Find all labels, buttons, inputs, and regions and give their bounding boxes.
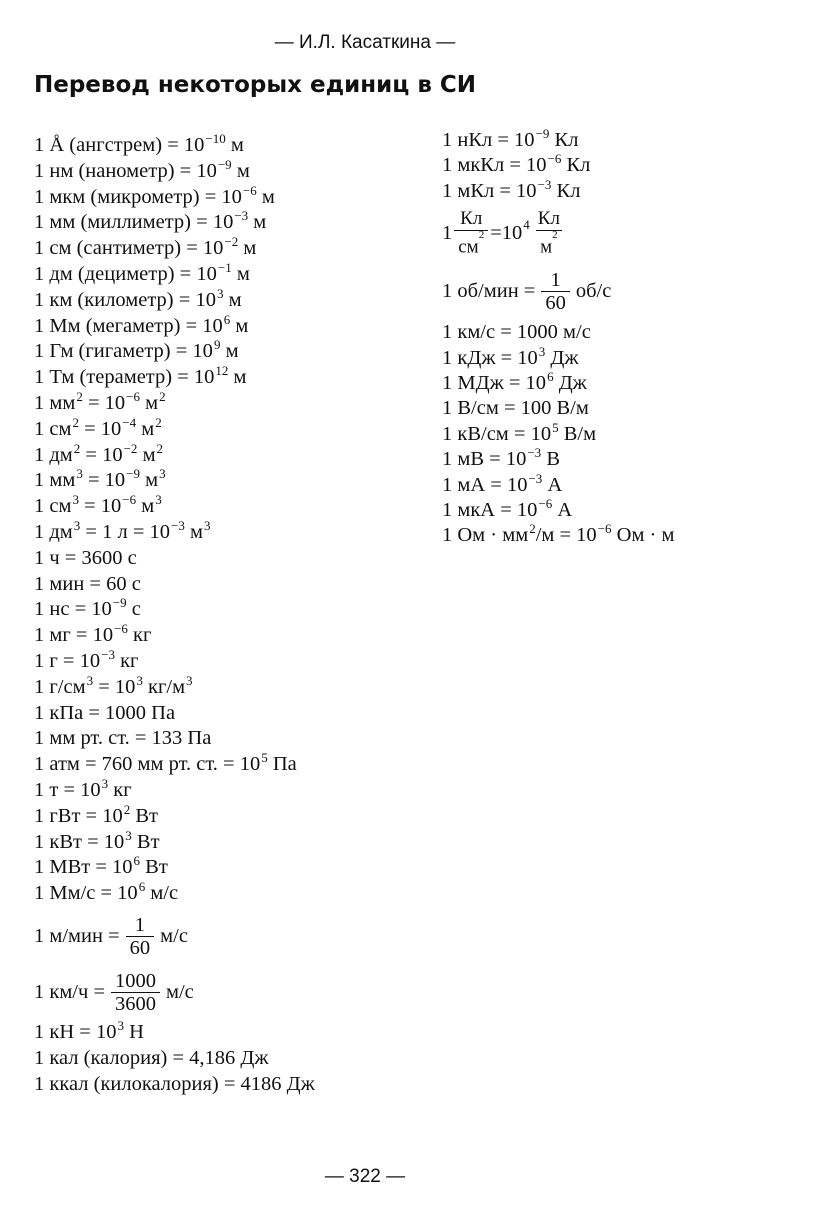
conversion-text: А (552, 498, 573, 521)
exponent: 2 (72, 414, 79, 430)
conversion-text: 1 г = 10 (34, 649, 101, 672)
conversion-text: = 10 (82, 469, 126, 492)
conversion-text: 1 нс = 10 (34, 598, 112, 621)
conversion-row (34, 517, 434, 546)
formula-row-rpm (442, 262, 812, 320)
exponent: −3 (537, 176, 552, 192)
exponent: −6 (538, 495, 553, 511)
exponent: 2 (155, 414, 162, 430)
conversion-text: 1 мм рт. ст. = 133 Па (34, 727, 212, 750)
conversion-row (442, 368, 812, 396)
conversion-row (442, 153, 812, 178)
page-title: Перевод некоторых единиц в СИ (34, 72, 477, 98)
conversion-text: Кл (549, 129, 579, 151)
exponent: 3 (76, 466, 83, 482)
conversion-text: = 10 (78, 495, 122, 518)
conversion-row (442, 495, 812, 523)
conversion-text: 1 мКл = 10 (442, 179, 537, 202)
conversion-text: 1 см (34, 495, 72, 518)
fraction-numerator: Кл (537, 208, 560, 229)
conversion-text: 1 кал (калория) = 4,186 Дж (34, 1046, 269, 1069)
exponent: 3 (203, 517, 211, 533)
conversion-row (34, 210, 434, 236)
exponent: −3 (171, 517, 185, 533)
conversion-text: 1 МДж = 10 (442, 371, 547, 394)
conversion-text: м (137, 443, 156, 466)
conversion-text: 1 г/см (34, 675, 86, 698)
conversion-text: 1 дм (34, 443, 73, 466)
conversion-text: м (139, 391, 159, 414)
conversion-row (34, 726, 434, 752)
conversion-row (34, 388, 434, 417)
conversion-row (442, 176, 812, 204)
conversion-text: = 10 (93, 675, 136, 698)
conversion-text: 1 кВ/см = 10 (442, 422, 552, 445)
exponent: −9 (126, 466, 140, 482)
conversion-row (34, 1046, 434, 1072)
conversion-text: 1 дм (дециметр) = 10 (34, 262, 217, 285)
exponent: −6 (547, 151, 562, 167)
fraction-numerator: Кл (460, 208, 483, 229)
exponent: −9 (112, 595, 127, 611)
conversion-text: 1 мм (миллиметр) = 10 (34, 211, 234, 234)
exponent: 5 (552, 419, 559, 435)
conversion-row (34, 881, 434, 907)
formula-row-charge-density (442, 204, 812, 262)
conversion-text: 1 мин = 60 с (34, 572, 141, 595)
formula-row-km-per-h (34, 966, 434, 1020)
exponent: 2 (123, 801, 131, 817)
exponent: −3 (527, 445, 542, 461)
conversion-text: /м = 10 (535, 524, 597, 547)
conversion-row (442, 470, 812, 498)
exponent: −4 (122, 414, 137, 430)
formula-row-m-per-min (34, 907, 434, 966)
conversion-text: м (256, 185, 275, 208)
den-exponent: 2 (552, 229, 558, 241)
conversion-row (442, 343, 812, 371)
exponent: 12 (215, 363, 229, 379)
fraction (534, 208, 564, 258)
fraction-denominator: 3600 (111, 992, 160, 1015)
conversion-text: 1 ч = 3600 с (34, 546, 137, 569)
conversion-row (34, 597, 434, 623)
exponent: −10 (205, 131, 226, 146)
conversion-row (34, 701, 434, 727)
conversion-row (442, 396, 812, 421)
conversion-row (34, 156, 434, 185)
conversion-text: Ом · м (611, 524, 675, 547)
fraction-numerator: 1 (550, 268, 561, 291)
formula-coefficient: 1 (442, 221, 453, 244)
conversion-text: м (184, 520, 203, 543)
conversion-row (34, 285, 434, 314)
conversion-text: Н (123, 1020, 144, 1043)
exponent: −6 (597, 521, 612, 537)
exponent: 3 (216, 285, 224, 301)
conversion-text: Дж (545, 346, 579, 369)
fraction-numerator: 1000 (115, 970, 156, 993)
conversion-text: м (231, 262, 250, 285)
conversion-row (34, 133, 434, 159)
exponent: 2 (529, 521, 536, 537)
exponent: 6 (138, 879, 146, 895)
conversion-row (34, 494, 434, 520)
conversion-row (34, 236, 434, 262)
conversion-row (442, 523, 812, 548)
conversion-text: м (228, 366, 247, 389)
conversion-text: В (541, 448, 560, 471)
fraction (126, 914, 155, 959)
conversion-text: 1 мм (34, 469, 76, 492)
exponent: 3 (125, 827, 132, 843)
conversion-row (442, 128, 812, 153)
exponent: 2 (76, 388, 83, 404)
conversion-row (34, 572, 434, 598)
conversion-text: 1 мА = 10 (442, 473, 528, 496)
exponent: 3 (117, 1017, 124, 1033)
den-unit: м (540, 236, 553, 258)
conversion-text: 1 мкм (микрометр) = 10 (34, 185, 242, 208)
exponent: 6 (133, 853, 141, 869)
exponent: 2 (156, 440, 164, 456)
left-column (34, 133, 434, 1097)
formula-lhs: 1 км/ч = (34, 981, 105, 1004)
den-exponent: 2 (478, 229, 485, 241)
conversion-text: м (230, 314, 249, 337)
conversion-text: м (220, 340, 239, 363)
conversion-text: 1 мкКл = 10 (442, 154, 547, 177)
conversion-text: кг (127, 624, 152, 647)
conversion-row (442, 419, 812, 447)
conversion-text: 1 км (километр) = 10 (34, 288, 216, 311)
conversion-text: 1 Мм/с = 10 (34, 882, 138, 905)
conversion-text: 1 МВт = 10 (34, 856, 133, 879)
left-tail-rows (34, 1017, 434, 1097)
exponent: 9 (213, 337, 221, 353)
conversion-row (34, 672, 434, 701)
conversion-text: м (223, 288, 242, 311)
formula-unit: м/с (166, 981, 194, 1004)
conversion-text: 1 Тм (тераметр) = 10 (34, 366, 215, 389)
exponent: 3 (73, 517, 81, 533)
conversion-text: 1 атм = 760 мм рт. ст. = 10 (34, 753, 261, 776)
conversion-text: В/м (558, 422, 597, 445)
conversion-text: А (542, 473, 563, 496)
conversion-text: м (136, 495, 155, 518)
exponent: 3 (72, 492, 79, 508)
exponent: −1 (217, 259, 232, 275)
exponent: 3 (186, 672, 193, 688)
conversion-text: Па (267, 753, 297, 776)
conversion-text: 1 нм (нанометр) = 10 (34, 159, 217, 182)
conversion-text: 1 нКл = 10 (442, 129, 535, 151)
conversion-text: 1 гВт = 10 (34, 804, 123, 827)
exponent: −2 (224, 234, 239, 250)
formula-unit: м/с (160, 924, 188, 947)
exponent: −6 (114, 621, 128, 637)
conversion-text: м/с (145, 882, 179, 905)
exponent: 3 (159, 466, 166, 482)
running-header: — И.Л. Касаткина — (274, 32, 456, 53)
exponent: 6 (547, 368, 554, 384)
conversion-row (34, 775, 434, 804)
right-bottom-rows (442, 320, 812, 549)
exponent: −9 (217, 156, 232, 172)
conversion-row (34, 646, 434, 675)
exponent: −6 (242, 182, 257, 198)
formula-unit: об/с (575, 279, 612, 302)
conversion-text: 1 мВ = 10 (442, 448, 527, 471)
conversion-text: Вт (140, 856, 168, 879)
conversion-text: = 10 (80, 443, 123, 466)
conversion-text: 1 т = 10 (34, 778, 101, 801)
conversion-row (34, 827, 434, 856)
conversion-text: 1 кПа = 1000 Па (34, 701, 176, 724)
conversion-text: с (126, 598, 141, 621)
exponent: −6 (122, 492, 137, 508)
conversion-text: 1 В/см = 100 В/м (442, 397, 589, 420)
exponent: −2 (123, 440, 138, 456)
formula-equals: =10 (490, 221, 523, 244)
exponent: 3 (86, 672, 94, 688)
conversion-row (34, 339, 434, 365)
conversion-text: Вт (130, 804, 158, 827)
conversion-text: = 10 (78, 417, 122, 440)
conversion-row (442, 320, 812, 345)
exponent: −3 (101, 646, 115, 662)
page-number: — 322 — (324, 1166, 406, 1187)
conversion-text: 1 мг = 10 (34, 624, 114, 647)
conversion-row (34, 365, 434, 391)
conversion-row (34, 546, 434, 572)
conversion-text: 1 Мм (мегаметр) = 10 (34, 314, 223, 337)
conversion-row (34, 440, 434, 469)
fraction (454, 208, 488, 258)
exponent: −3 (528, 470, 543, 486)
conversion-text: 1 Å (ангстрем) = 10 (34, 134, 205, 156)
conversion-text: 1 дм (34, 520, 73, 543)
conversion-row (34, 259, 434, 288)
conversion-text: = 10 (82, 391, 126, 414)
conversion-text: кг (108, 778, 132, 801)
right-top-rows (442, 128, 812, 204)
conversion-text: 1 км/с = 1000 м/с (442, 321, 591, 344)
conversion-text: м (248, 211, 267, 234)
conversion-text: 1 Гм (гигаметр) = 10 (34, 340, 213, 363)
conversion-text: Кл (561, 154, 591, 177)
formula-lhs: 1 об/мин = (442, 279, 536, 302)
conversion-text: м (231, 159, 250, 182)
conversion-text: 1 мкА = 10 (442, 498, 538, 521)
conversion-text: 1 ккал (килокалория) = 4186 Дж (34, 1072, 315, 1095)
fraction-numerator: 1 (134, 913, 146, 936)
exponent: 5 (261, 750, 268, 766)
conversion-text: 1 кН = 10 (34, 1020, 117, 1043)
fraction-denominator: 60 (541, 291, 570, 314)
conversion-row (34, 1072, 434, 1098)
conversion-text: 1 кВт = 10 (34, 830, 125, 853)
fraction-denominator (536, 230, 562, 258)
left-rows (34, 133, 434, 907)
conversion-text: м (225, 134, 244, 156)
exponent: 3 (101, 775, 109, 791)
conversion-text: 1 кДж = 10 (442, 346, 538, 369)
formula-exponent: 4 (523, 217, 530, 233)
exponent: −6 (126, 388, 140, 404)
conversion-row (34, 623, 434, 649)
exponent: −9 (535, 126, 550, 141)
conversion-text: кг/м (142, 675, 186, 698)
exponent: 3 (155, 492, 162, 508)
conversion-text: кг (114, 649, 139, 672)
conversion-text: 1 см (сантиметр) = 10 (34, 237, 224, 260)
conversion-row (34, 1017, 434, 1046)
conversion-text: м (139, 469, 159, 492)
conversion-text: = 1 л = 10 (80, 520, 171, 543)
conversion-row (34, 855, 434, 881)
conversion-text: м (238, 237, 257, 260)
conversion-row (34, 182, 434, 211)
conversion-row (34, 752, 434, 778)
conversion-text: 1 мм (34, 391, 76, 414)
fraction-denominator (454, 230, 488, 258)
conversion-text: 1 см (34, 417, 72, 440)
exponent: 3 (538, 343, 546, 359)
conversion-text: Дж (553, 371, 587, 394)
formula-lhs: 1 м/мин = (34, 924, 120, 947)
exponent: 2 (73, 440, 81, 456)
den-unit: см (458, 236, 479, 258)
right-column (442, 128, 812, 549)
conversion-text: 1 Ом · мм (442, 524, 529, 547)
fraction (541, 269, 570, 314)
conversion-text: Кл (551, 179, 581, 202)
conversion-text: м (136, 417, 155, 440)
fraction (111, 970, 160, 1015)
exponent: 2 (159, 388, 166, 404)
exponent: 6 (223, 311, 231, 327)
fraction-denominator: 60 (126, 936, 155, 959)
conversion-row (34, 311, 434, 340)
exponent: −3 (234, 208, 249, 224)
conversion-row (442, 447, 812, 472)
conversion-row (34, 414, 434, 443)
conversion-row (34, 468, 434, 494)
conversion-row (34, 801, 434, 830)
exponent: 3 (136, 672, 143, 688)
conversion-text: Вт (131, 830, 160, 853)
